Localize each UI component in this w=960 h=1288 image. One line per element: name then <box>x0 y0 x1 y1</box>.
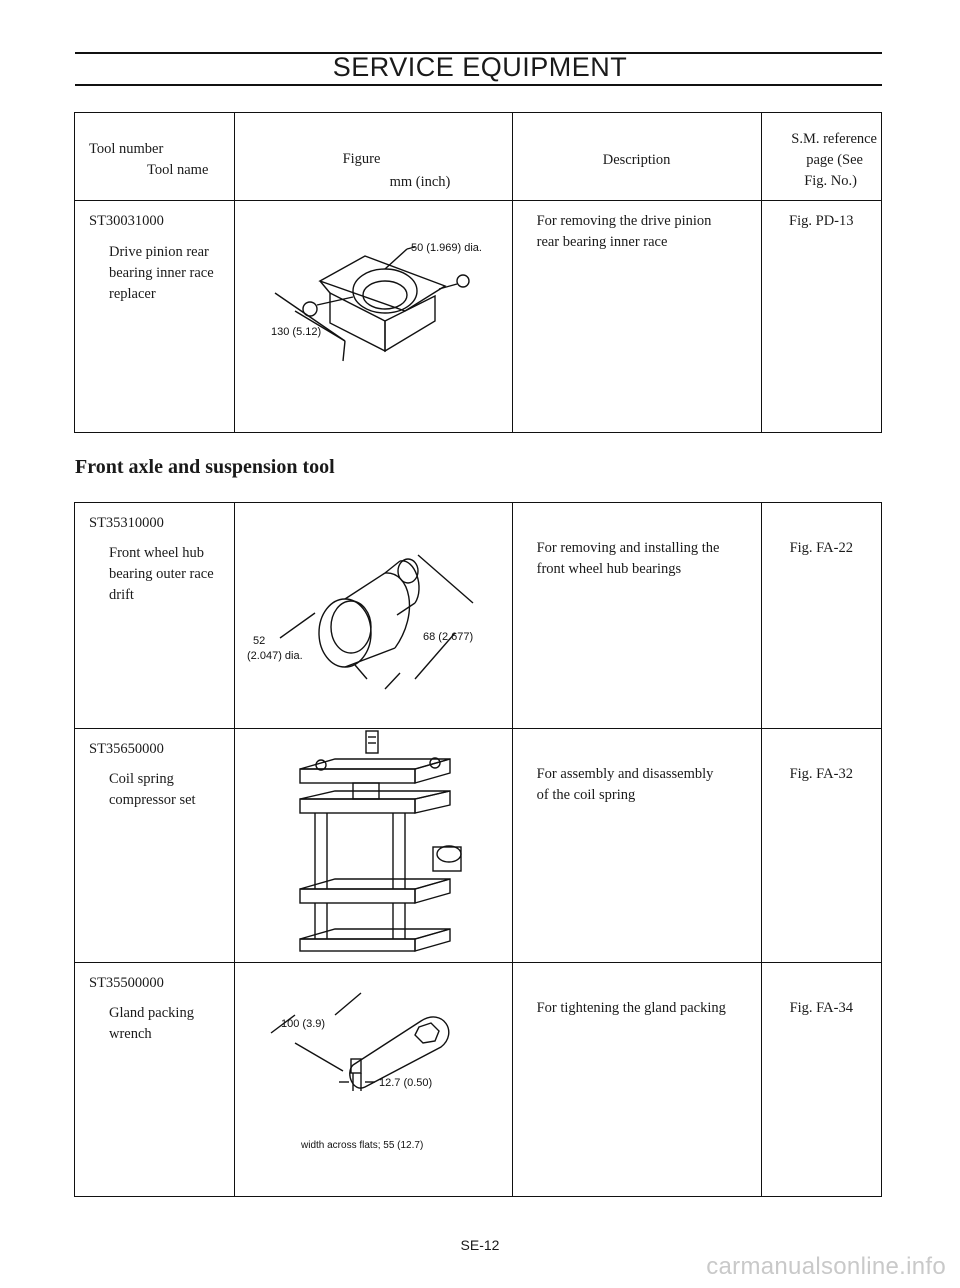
figure-cell <box>234 503 512 729</box>
tool-name-line1: Coil spring <box>109 771 174 787</box>
drift-figure <box>235 503 511 727</box>
figure-cell <box>234 201 512 433</box>
description-line1: For removing and installing the <box>536 540 720 556</box>
tool-number: ST30031000 <box>89 213 164 229</box>
header-tool-name: Tool name <box>147 162 209 178</box>
dimension-note: width across flats; 55 (12.7) <box>300 1140 423 1151</box>
description-line1: For assembly and disassembly <box>536 766 714 782</box>
header-figure: Figure <box>342 151 381 167</box>
spring-compressor-figure <box>235 729 511 961</box>
reference-cell <box>761 503 881 729</box>
tool-table-differential <box>74 112 882 433</box>
header-reference-line2: page (See <box>806 152 863 168</box>
description-cell <box>512 963 761 1197</box>
header-rule-bottom <box>75 84 882 86</box>
dimension-diameter: 50 (1.969) dia. <box>410 242 482 254</box>
section-heading: Front axle and suspension tool <box>75 456 335 478</box>
tool-table-front-axle <box>74 502 882 1197</box>
tool-name-line2: compressor set <box>109 792 196 808</box>
reference-cell <box>761 963 881 1197</box>
tool-name-line3: replacer <box>109 286 156 302</box>
tool-number: ST35500000 <box>89 975 164 991</box>
reference-cell <box>761 729 881 963</box>
header-description-cell <box>512 113 761 201</box>
dimension-length: 68 (2.677) <box>422 631 473 643</box>
description-cell <box>512 201 761 433</box>
gland-wrench-figure <box>235 963 511 1195</box>
header-reference-line3: Fig. No.) <box>804 173 857 189</box>
table-header-row <box>75 113 882 201</box>
reference-figure: Fig. FA-32 <box>789 766 853 782</box>
description-line2: front wheel hub bearings <box>536 561 682 577</box>
race-replacer-figure <box>235 201 511 431</box>
dimension-diameter-mm: 52 <box>252 635 265 647</box>
figure-cell <box>234 963 512 1197</box>
header-description: Description <box>602 152 671 168</box>
tool-name-line1: Drive pinion rear <box>109 244 209 260</box>
tool-name-line2: wrench <box>109 1026 152 1042</box>
table-row <box>75 201 882 433</box>
tool-name-line1: Gland packing <box>109 1005 194 1021</box>
tool-number: ST35650000 <box>89 741 164 757</box>
tool-cell <box>75 729 235 963</box>
tool-cell <box>75 963 235 1197</box>
description-cell <box>512 729 761 963</box>
page-number: SE-12 <box>460 1237 500 1253</box>
tool-cell <box>75 503 235 729</box>
header-units: mm (inch) <box>389 174 451 190</box>
tool-name-line2: bearing inner race <box>109 265 214 281</box>
dimension-thickness: 12.7 (0.50) <box>378 1077 432 1089</box>
description-line1: For removing the drive pinion <box>536 213 712 229</box>
table-row <box>75 963 882 1197</box>
description-line1: For tightening the gland packing <box>536 1000 726 1016</box>
tool-name-line1: Front wheel hub <box>109 545 205 561</box>
description-cell <box>512 503 761 729</box>
figure-cell <box>234 729 512 963</box>
header-tool-number: Tool number <box>89 141 164 157</box>
header-tool-cell <box>75 113 235 201</box>
tool-name-line2: bearing outer race <box>109 566 214 582</box>
header-figure-cell <box>234 113 512 201</box>
table-row <box>75 729 882 963</box>
reference-figure: Fig. PD-13 <box>789 213 854 229</box>
page-title: SERVICE EQUIPMENT <box>332 52 628 82</box>
tool-name-line3: drift <box>109 587 134 603</box>
reference-cell <box>761 201 881 433</box>
tool-cell <box>75 201 235 433</box>
dimension-diameter-inch: (2.047) dia. <box>246 650 303 662</box>
description-line2: of the coil spring <box>536 787 636 803</box>
reference-figure: Fig. FA-34 <box>789 1000 853 1016</box>
table-row <box>75 503 882 729</box>
dimension-length: 100 (3.9) <box>280 1018 325 1030</box>
reference-figure: Fig. FA-22 <box>789 540 853 556</box>
header-reference-line1: S.M. reference <box>791 131 877 147</box>
header-reference-cell <box>761 113 881 201</box>
dimension-length: 130 (5.12) <box>270 326 321 338</box>
watermark: carmanualsonline.info <box>706 1253 946 1280</box>
tool-number: ST35310000 <box>89 515 164 531</box>
description-line2: rear bearing inner race <box>536 234 668 250</box>
